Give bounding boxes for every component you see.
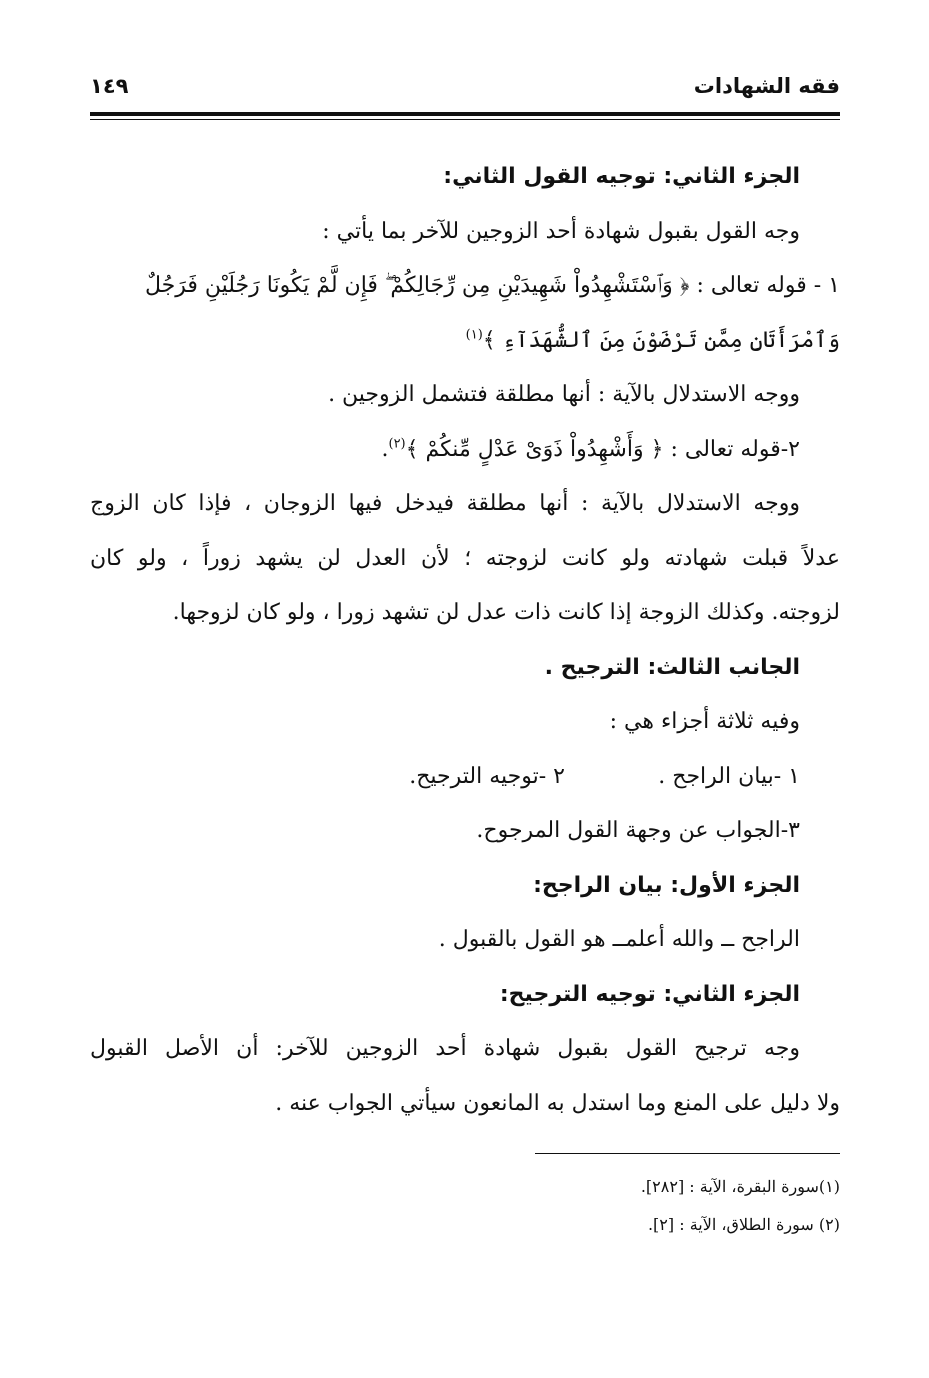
heading-part-two: الجزء الثاني: توجيه القول الثاني: xyxy=(443,164,800,189)
part-three-item: ٣-الجواب عن وجهة القول المرجوح. xyxy=(476,818,800,843)
evidence-two-end: . xyxy=(381,436,389,462)
preferred-opinion: الراجح ــ والله أعلمــ هو القول بالقبول . xyxy=(438,927,800,952)
book-page xyxy=(90,70,840,1310)
evidence-one-verse-end: وَٱمْرَأَتَانِ مِمَّن تَرْضَوْنَ مِنَ ٱلشُّهَدَآءِ ﴾ xyxy=(482,327,840,353)
heading-part-two-justification: الجزء الثاني: توجيه الترجيح: xyxy=(499,981,800,1007)
heading-part-one: الجزء الأول: بيان الراجح: xyxy=(533,872,800,898)
footnote-ref-two: (٢) xyxy=(388,436,406,452)
evidence-two-verse: ٢-قوله تعالى : ﴿ وَأَشْهِدُواْ ذَوَىْ عَدْلٍ مِّنكُمْ ﴾ xyxy=(405,436,800,462)
evidence-two xyxy=(90,423,840,478)
justification-line-one: وجه ترجيح القول بقبول شهادة أحد الزوجين للآخر: أن الأصل القبول xyxy=(90,1036,800,1061)
evidence-one-line-two xyxy=(90,314,840,369)
header-rule-thin xyxy=(90,119,840,120)
part-one-item: ١ -بيان الراجح . xyxy=(658,763,800,789)
part-two-item: ٢ -توجيه الترجيح. xyxy=(409,763,565,789)
footnote-ref-one: (١) xyxy=(465,327,483,343)
inference-two-line-two: عدلاً قبلت شهادته ولو كانت لزوجته ؛ لأن العدل لن يشهد زوراً ، ولو كان xyxy=(90,545,840,571)
running-header xyxy=(90,70,840,106)
footnote-two: (٢) سورة الطلاق، الآية : [٢]. xyxy=(647,1215,840,1234)
inference-two-line-one: ووجه الاستدلال بالآية : أنها مطلقة فيدخل فيها الزوجان ، فإذا كان الزوج xyxy=(90,491,800,516)
intro-paragraph: وجه القول بقبول شهادة أحد الزوجين للآخر بما يأتي : xyxy=(322,218,800,244)
evidence-one-line-one: ١ - قوله تعالى : ﴿ وَٱسْتَشْهِدُواْ شَهِيدَيْنِ مِن رِّجَالِكُمْ ۖ فَإِن لَّمْ يَكُونَا رَجُلَيْنِ فَرَجُلٌ xyxy=(144,273,840,298)
header-rule-thick xyxy=(90,112,840,116)
main-text xyxy=(90,150,840,1131)
parts-intro: وفيه ثلاثة أجزاء هي : xyxy=(609,709,800,734)
footnote-one: (١)سورة البقرة، الآية : [٢٨٢]. xyxy=(640,1177,840,1196)
footnote-separator xyxy=(535,1153,840,1154)
inference-two-line-three: لزوجته. وكذلك الزوجة إذا كانت ذات عدل لن تشهد زورا ، ولو كان لزوجها. xyxy=(172,600,840,625)
page-number: ١٤٩ xyxy=(90,74,129,98)
inference-one: ووجه الاستدلال بالآية : أنها مطلقة فتشمل الزوجين . xyxy=(328,382,800,407)
footnotes xyxy=(90,1168,840,1244)
running-header-title: فقه الشهادات xyxy=(693,74,840,98)
justification-line-two: ولا دليل على المنع وما استدل به المانعون سيأتي الجواب عنه . xyxy=(275,1090,840,1116)
parts-row xyxy=(90,750,840,805)
heading-side-three: الجانب الثالث: الترجيح . xyxy=(544,654,800,680)
